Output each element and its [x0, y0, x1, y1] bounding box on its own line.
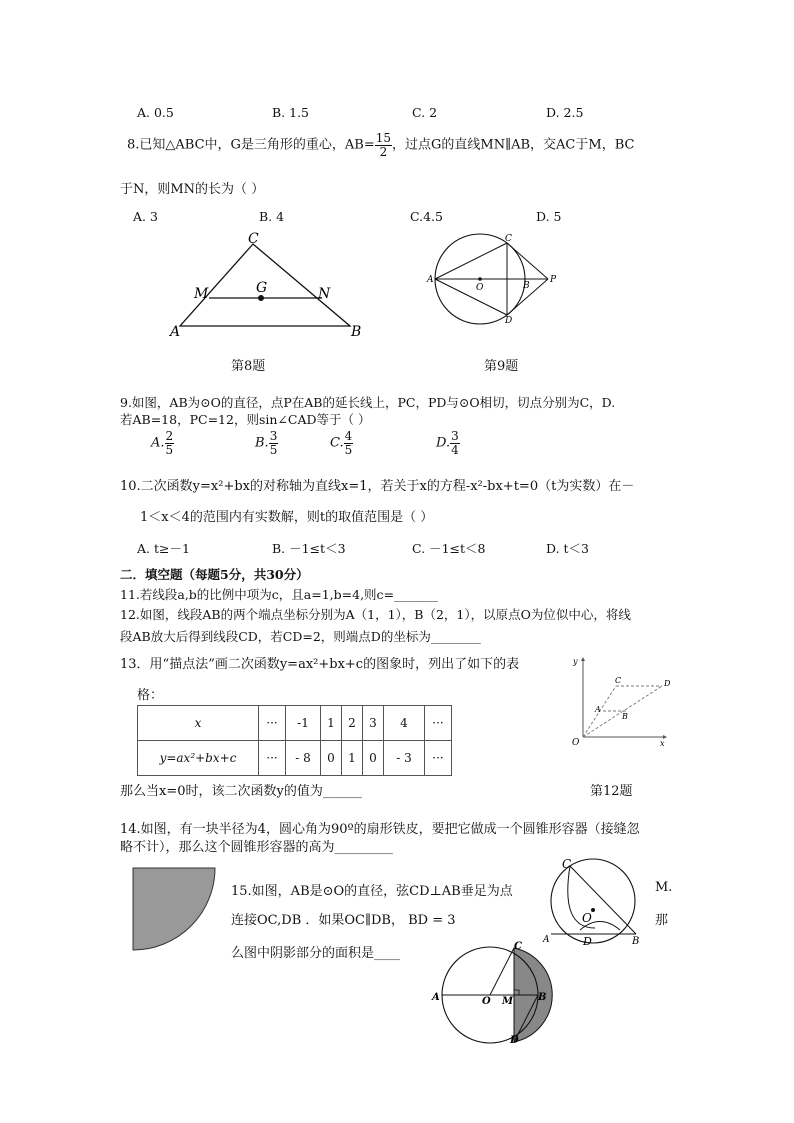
q14-stem-line1: 14.如图，有一块半径为4，圆心角为90º的扇形铁皮，要把它做成一个圆锥形容器（接缝忽: [120, 822, 640, 837]
label-a: A: [595, 705, 601, 714]
table-cell: 0: [363, 741, 384, 776]
section-fill-in-title: 二．填空题（每题5分，共30分）: [120, 567, 309, 582]
q9-option-c-num: 4: [344, 429, 353, 443]
q15-stem-line1: 15.如图，AB是⊙O的直径，弦CD⊥AB垂足为点: [231, 884, 513, 899]
q13-value-table: [137, 705, 452, 776]
q9-option-b-den: 5: [269, 442, 278, 457]
q9-option-b-num: 3: [269, 429, 278, 443]
label-m: M: [194, 286, 209, 302]
label-a: A: [432, 992, 440, 1003]
q8-caption: 第8题: [231, 359, 266, 374]
q9-option-a: [151, 430, 174, 456]
label-o: O: [582, 911, 592, 925]
table-row: [138, 741, 452, 776]
q7-option-c: C. 2: [412, 105, 438, 120]
q8-ab-fraction: [375, 132, 392, 158]
q9-option-c-den: 5: [344, 442, 353, 457]
label-a: A: [543, 935, 550, 945]
q9-option-a-letter: A.: [151, 435, 165, 451]
q11-text: 11.若线段a,b的比例中项为c，且a=1,b=4,则c=_______: [120, 587, 438, 602]
label-a: A: [170, 324, 181, 340]
label-o: O: [482, 996, 491, 1007]
table-cell: 0: [321, 741, 342, 776]
label-o: O: [572, 738, 580, 748]
q9-circle-figure: [425, 230, 565, 330]
table-cell: 2: [342, 706, 363, 741]
q8-option-d: D. 5: [536, 209, 562, 224]
q10-option-c: C. －1≤t＜8: [412, 541, 486, 556]
tangent-pc: [507, 243, 548, 279]
label-b: B: [632, 936, 640, 947]
label-x: x: [660, 739, 665, 748]
q8-stem-suffix: ，过点G的直线MN∥AB，交AC于M，BC: [392, 137, 635, 153]
q8-triangle-figure: [160, 228, 370, 343]
q15-stem-line2: 连接OC,DB ．如果OC∥DB， BD = 3: [231, 913, 456, 928]
center-o-point: [478, 277, 482, 281]
q12-coordinate-figure: [568, 655, 673, 750]
y-axis-arrow-icon: [581, 657, 585, 661]
q9-option-a-num: 2: [165, 429, 174, 443]
q7-option-d: D. 2.5: [546, 105, 584, 120]
q9-option-d-letter: D.: [436, 435, 451, 451]
label-n: N: [318, 286, 331, 302]
q12-caption: 第12题: [590, 784, 633, 799]
label-c: C: [248, 231, 259, 247]
q8-ab-denominator: 2: [379, 144, 388, 159]
table-cell: 1: [321, 706, 342, 741]
q9-option-b: [255, 430, 278, 456]
q7-option-b: B. 1.5: [272, 105, 310, 120]
table-cell: ···: [259, 741, 286, 776]
q8-option-a: A. 3: [133, 209, 158, 224]
label-b: B: [523, 281, 530, 291]
sector-shape: [133, 868, 215, 950]
label-c: C: [505, 234, 512, 244]
label-d: D: [664, 679, 671, 688]
q15-stem-line2-end: 那: [655, 913, 669, 928]
table-row: [138, 706, 452, 741]
table-cell: - 3: [384, 741, 425, 776]
table-cell: ···: [425, 741, 452, 776]
table-cell: 4: [384, 706, 425, 741]
table-cell: - 8: [286, 741, 321, 776]
table-cell: 3: [363, 706, 384, 741]
q10-option-b: B. －1≤t＜3: [272, 541, 346, 556]
q8-stem-prefix: 8.已知△ABC中，G是三角形的重心，AB=: [127, 137, 375, 153]
q10-option-d: D. t＜3: [546, 541, 589, 556]
q9-option-d-num: 3: [451, 429, 459, 443]
q9-option-d-den: 4: [451, 442, 459, 457]
label-m: M: [502, 996, 514, 1007]
table-cell: x: [138, 706, 259, 741]
label-b: B: [622, 712, 628, 721]
q8-ab-numerator: 15: [375, 131, 392, 145]
line-ac: [435, 243, 507, 279]
q12-stem-line2: 段AB放大后得到线段CD，若CD=2，则端点D的坐标为________: [120, 629, 481, 644]
segment-oc: [490, 948, 514, 995]
q10-stem-line1: 10.二次函数y=x²+bx的对称轴为直线x=1，若关于x的方程-x²-bx+t=0（t为实数）在－: [120, 479, 635, 494]
circle-o: [551, 859, 635, 943]
table-cell: y=ax²+bx+c: [138, 741, 259, 776]
q9-option-b-letter: B.: [255, 435, 269, 451]
label-b: B: [351, 324, 362, 340]
q9-option-d: [436, 430, 460, 456]
q8-option-b: B. 4: [259, 209, 285, 224]
q9-caption: 第9题: [484, 359, 519, 374]
q14-sector-figure: [133, 868, 215, 950]
label-c: C: [562, 857, 572, 871]
q9-option-c: [330, 430, 353, 456]
label-y: y: [573, 657, 578, 666]
q13-stem-line1: 13．用“描点法”画二次函数y=ax²+bx+c的图象时，列出了如下的表: [120, 657, 520, 672]
q9-stem-line1: 9.如图，AB为⊙O的直径，点P在AB的延长线上，PC，PD与⊙O相切，切点分别为C，D.: [120, 395, 616, 410]
q9-option-c-letter: C.: [330, 435, 344, 451]
line-ad: [435, 279, 507, 315]
q13-stem-line2: 格：: [137, 688, 164, 703]
label-g: G: [256, 280, 268, 296]
q15-stem-line3: 么图中阴影部分的面积是____: [231, 946, 401, 961]
label-d: D: [510, 1035, 519, 1046]
table-cell: 1: [342, 741, 363, 776]
q10-stem-line2: 1＜x＜4的范围内有实数解，则t的取值范围是（ ）: [140, 510, 434, 525]
q12-stem-line1: 12.如图，线段AB的两个端点坐标分别为A（1，1），B（2，1），以原点O为位似中心，将线: [120, 607, 631, 622]
q15-small-circle-figure: [540, 858, 655, 948]
label-p: P: [550, 275, 557, 285]
q9-option-a-den: 5: [165, 442, 174, 457]
q10-option-a: A. t≥－1: [137, 541, 190, 556]
q8-stem: [127, 132, 634, 158]
q8-stem-line2: 于N，则MN的长为（ ）: [120, 182, 265, 197]
q8-option-c: C.4.5: [410, 209, 443, 224]
q15-circle-figure: [428, 940, 553, 1048]
table-cell: -1: [286, 706, 321, 741]
table-cell: ···: [259, 706, 286, 741]
label-c: C: [615, 676, 622, 685]
label-b: B: [538, 992, 547, 1003]
label-c: C: [514, 941, 522, 952]
q9-stem-line2: 若AB=18，PC=12，则sin∠CAD等于（ ）: [120, 412, 371, 427]
q14-stem-line2: 略不计），那么这个圆锥形容器的高为_________: [120, 840, 394, 855]
label-a: A: [427, 275, 434, 285]
q13-stem-line3: 那么当x=0时，该二次函数y的值为______: [120, 784, 362, 799]
label-d: D: [505, 316, 513, 326]
q7-option-a: A. 0.5: [137, 105, 174, 120]
q15-stem-line1-end: M.: [655, 880, 673, 895]
label-o: O: [476, 283, 484, 293]
label-d: D: [583, 935, 592, 948]
table-cell: ···: [425, 706, 452, 741]
